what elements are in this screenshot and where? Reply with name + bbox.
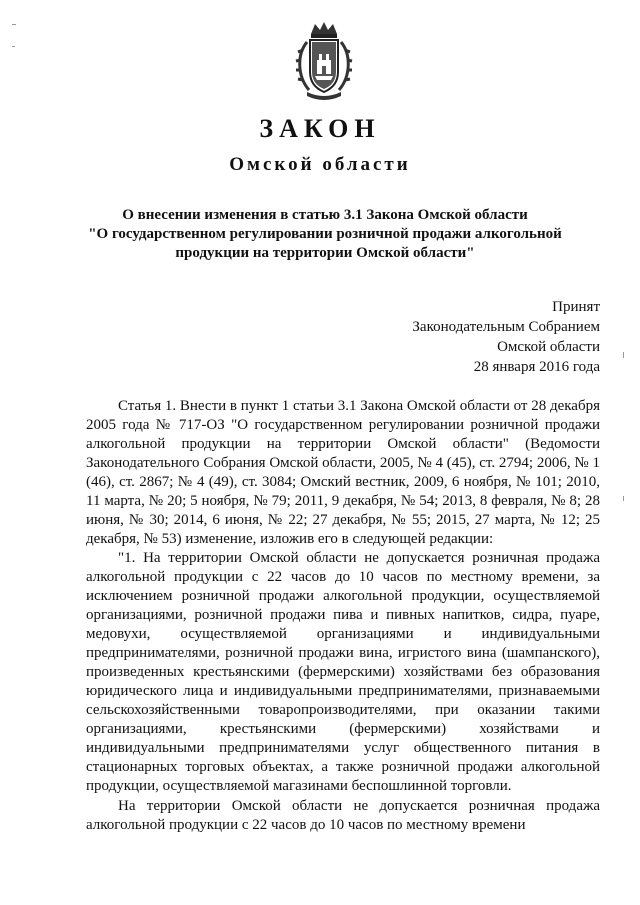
adoption-block: [412, 297, 600, 377]
scan-mark: [623, 496, 624, 501]
article-paragraph: "1. На территории Омской области не допускается розничная продажа алкогольной продукции с 22 часов до 10 часов по местному времени, за исключением розничной продажи алкогольной продукции, осуществляемой организациями, розничной продажи пива и пивных напитков, сидра, пуаре, медовухи, осуществляемой организациями и индивидуальными предпринимателями, розничной продажи вина, игристого вина (шампанского), произведенных крестьянскими (фермерскими) хозяйствами без образования юридического лица и индивидуальными предпринимателями, признаваемыми сельскохозяйственными товаропроизводителями, при оказании такими организациями, крестьянскими (фермерскими) хозяйствами и индивидуальными предпринимателями услуг общественного питания в стационарных торговых объектах, а также розничной продажи алкогольной продукции, осуществляемой магазинами беспошлинной торговли.: [86, 550, 600, 794]
article-paragraph: Статья 1. Внести в пункт 1 статьи 3.1 Закона Омской области от 28 декабря 2005 года № 717-ОЗ "О государственном регулировании розничной продажи алкогольной продукции на территории Омской области" (Ведомости Законодательного Собрания Омской области, 2005, № 4 (45), ст. 2794; 2006, № 1 (46), ст. 2867; № 4 (49), ст. 3084; Омский вестник, 2009, 6 ноября, № 101; 2010, 11 марта, № 20; 5 ноября, № 79; 2011, 9 декабря, № 54; 2013, 8 февраля, № 8; 28 июня, № 30; 2014, 6 июня, № 22; 27 декабря, № 55; 2015, 27 марта, № 12; 25 декабря, № 53) изменение, изложив его в следующей редакции:: [86, 398, 600, 547]
law-heading: [70, 206, 580, 263]
coat-of-arms-icon: [293, 20, 355, 104]
heading-line: продукции на территории Омской области": [175, 245, 475, 261]
article-paragraph: На территории Омской области не допускается розничная продажа алкогольной продукции с 22 часов до 10 часов по местному времени: [86, 798, 600, 833]
adoption-date: 28 января 2016 года: [473, 359, 600, 375]
heading-line: О внесении изменения в статью 3.1 Закона Омской области: [122, 207, 528, 223]
heading-line: "О государственном регулировании розничной продажи алкогольной: [88, 226, 562, 242]
document-subtitle: Омской области: [229, 154, 411, 175]
adoption-line: Принят: [552, 299, 600, 315]
document-title: ЗАКОН: [259, 114, 381, 143]
document-body: [86, 397, 600, 835]
adoption-line: Омской области: [497, 339, 600, 355]
adoption-line: Законодательным Собранием: [412, 319, 600, 335]
scan-mark: [12, 46, 15, 47]
scan-mark: [12, 24, 16, 25]
scan-mark: [623, 352, 624, 358]
